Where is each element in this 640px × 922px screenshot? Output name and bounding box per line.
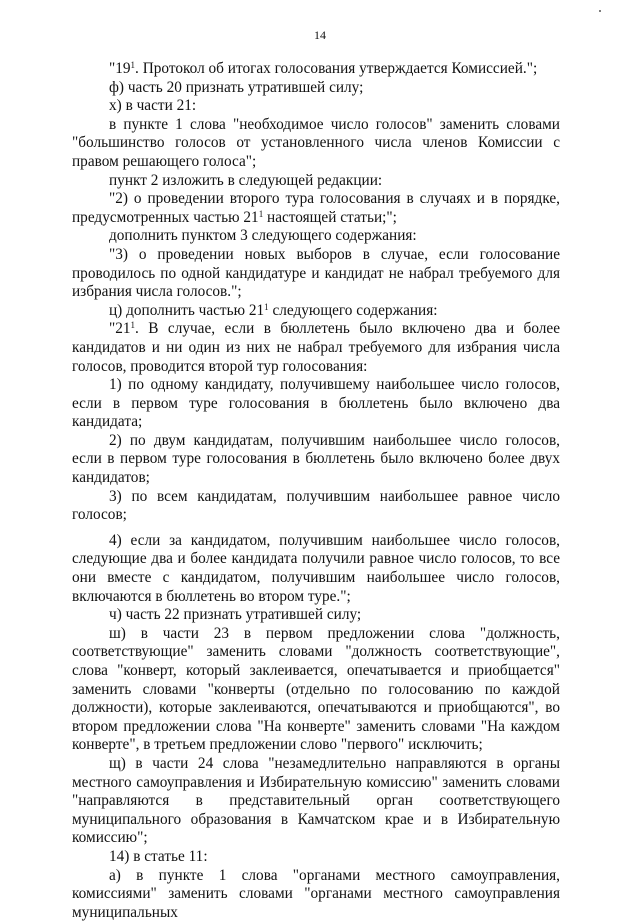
paragraph-second-round-clause: "2) о проведении второго тура голосования в случаях и в порядке, предусмотренных частью $21^1$ настоящей статьи;"; <box>72 190 560 226</box>
paragraph-case-2: 2) по двум кандидатам, получившим наибольшее число голосов, если в первом туре голосования в бюллетень было включено более двух кандидатов; <box>72 431 560 487</box>
paragraph-case-1: 1) по одному кандидату, получившему наибольшее число голосов, если в первом туре голосования в бюллетень было включено два кандидата; <box>72 376 560 431</box>
paragraph-article-11-item-1: а) в пункте 1 слова "органами местного самоуправления, комиссиями" заменить словами "органами местного самоуправления муниципальных <box>72 866 560 921</box>
document-body <box>72 60 560 922</box>
paragraph-part-20-void: ф) часть 20 признать утратившей силу; <box>109 78 364 96</box>
paragraph-case-3: 3) по всем кандидатам, получившим наибольшее равное число голосов; <box>72 487 560 524</box>
paragraph-part-23-amendments: ш) в части 23 в первом предложении слова "должность, соответствующие" заменить словами "должность соответствующие", слова "конверт, который заклеивается, опечатывается и приобщается" заменить словами "конверты (отдельно по голосованию по каждой должности), которые заклеиваются, опечатываются и приобщаются", во втором предложении слова "На конверте" заменить словами "На каждом конверте", в третьем предложении слово "первого" исключить; <box>72 624 560 754</box>
paragraph-add-item-3: дополнить пунктом 3 следующего содержания: <box>109 227 417 245</box>
page-number: 14 <box>314 28 326 42</box>
paragraph-add-part-21-1: ц) дополнить частью $21^1$ следующего содержания: <box>109 301 438 319</box>
paragraph-item-1-replace: в пункте 1 слова "необходимое число голосов" заменить словами "большинство голосов от установленного числа членов Комиссии с правом решающего голоса"; <box>72 115 560 170</box>
scan-speck <box>599 10 601 12</box>
paragraph-case-4: 4) если за кандидатом, получившим наибольшее число голосов, следующие два и более кандидата получили равное число голосов, то все они вместе с кандидатом, получившим наибольшее число голосов, включаются в бюллетень во втором туре."; <box>72 531 560 605</box>
paragraph-item-2-restate: пункт 2 изложить в следующей редакции: <box>109 171 383 189</box>
paragraph-part-24-amendments: щ) в части 24 слова "незамедлительно направляются в органы местного самоуправления и Избирательную комиссию" заменить словами "направляются в представительный орган соответствующего муниципального образования в Камчатском крае и в Избирательную комиссию"; <box>72 754 560 847</box>
paragraph-protocol-approval: "$19^1$. Протокол об итогах голосования утверждается Комиссией."; <box>109 60 538 77</box>
paragraph-part-21-header: х) в части 21: <box>109 97 197 115</box>
paragraph-part-22-void: ч) часть 22 признать утратившей силу; <box>109 606 362 624</box>
paragraph-new-elections-clause: "3) о проведении новых выборов в случае, если голосование проводилось по одной кандидатуре и кандидат не набрал требуемого для избрания числа голосов."; <box>72 245 560 301</box>
paragraph-part-21-1-text: "$21^1$. В случае, если в бюллетень было включено два и более кандидатов и ни один из них не набрал требуемого для избрания числа голосов, проводится второй тур голосования: <box>72 320 560 375</box>
paragraph-article-11-header: 14) в статье 11: <box>109 847 208 865</box>
